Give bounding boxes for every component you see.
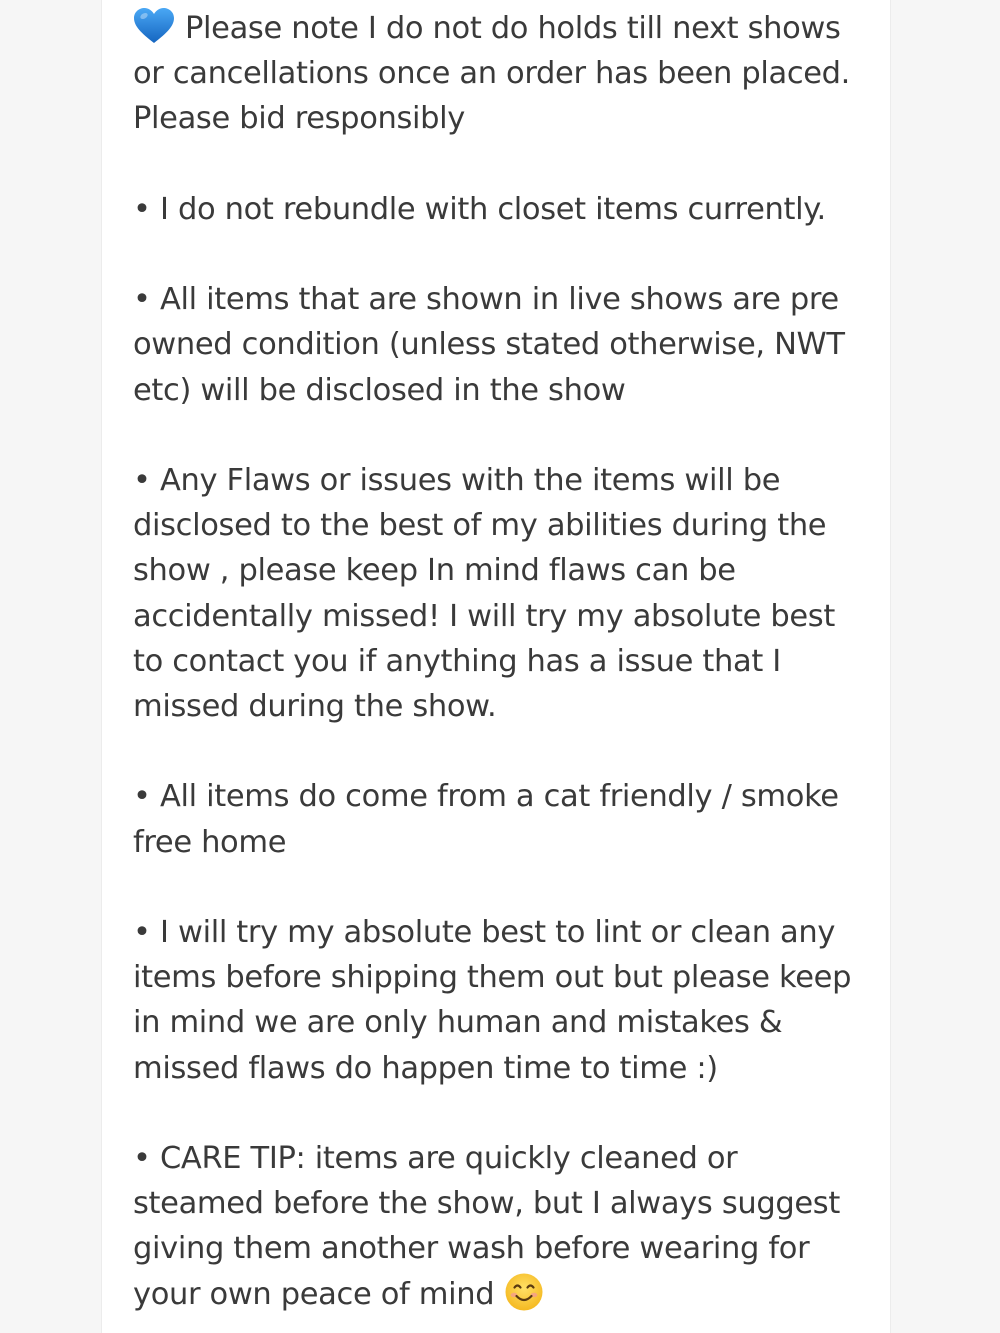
blue-heart-icon (133, 7, 175, 45)
policy-cleaning: • I will try my absolute best to lint or clean any items before shipping them out but please keep in mind we are only human and mistakes & missed flaws do happen time to time :) (133, 914, 852, 1086)
care-tip (133, 1136, 873, 1317)
description-card (101, 0, 891, 1333)
policy-flaws: • Any Flaws or issues with the items will be disclosed to the best of my abilities during the show , please keep In mind flaws can be accidentally missed! I will try my absolute best to contact you if anything has a issue that I missed during the show. (133, 462, 835, 724)
holds-notice (133, 6, 873, 142)
description-text (133, 6, 873, 1317)
policy-condition: • All items that are shown in live shows are pre owned condition (unless stated otherwise, NWT etc) will be disclosed in the show (133, 282, 845, 408)
policy-home: • All items do come from a cat friendly / smoke free home (133, 779, 839, 860)
holds-notice-text: Please note I do not do holds till next shows or cancellations once an order has been placed. Please bid responsibly (133, 11, 851, 137)
care-tip-text: • CARE TIP: items are quickly cleaned or steamed before the show, but I always suggest giving them another wash before wearing for your own peace of mind (133, 1140, 840, 1312)
policy-rebundle: • I do not rebundle with closet items currently. (133, 191, 826, 227)
smiling-face-icon (504, 1272, 544, 1312)
